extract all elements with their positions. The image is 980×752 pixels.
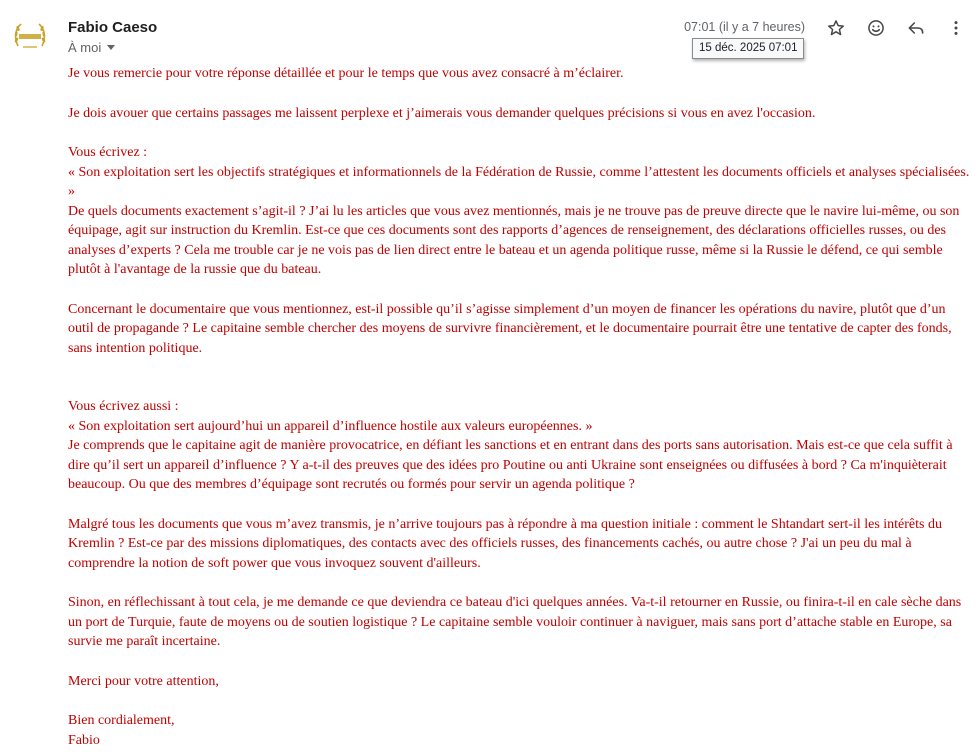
paragraph-influence-question: Je comprends que le capitaine agit de manière provocatrice, en défiant les sanctions et en entrant dans des ports sans autorisation. Mais est-ce que cela suffit à dire qu’il sert un appareil d’influence ? Y a-t-il des preuves que des idées pro Poutine ou anti Ukraine sont enseignées ou diffusées à bord ? Ca m'inquièterait beaucoup. Ou que des membres d’équipage sont recrutés ou formés pour servir un agenda politique ? [68,438,953,492]
signature: Fabio [68,732,100,748]
emoji-icon [866,18,886,38]
paragraph-initial-question: Malgré tous les documents que vous m’avez transmis, je n’arrive toujours pas à répondre à ma question initiale : comment le Shtandart sert-il les intérêts du Kremlin ? Est-ce par des missions diplomatiques, des contacts avec des officiels russes, des financements cachés, ou autre chose ? J'ai un peu du mal à comprendre la notion de soft power que vous invoquez souvent d'ailleurs. [68,516,942,571]
paragraph-future: Sinon, en réflechissant à tout cela, je me demande ce que deviendra ce bateau d'ici quelques années. Va-t-il retourner en Russie, ou finira-t-il en cale sèche dans un port de Turquie, faute de moyens ou de soutien logistique ? Le capitaine semble vouloir continuer à naviguer, mais sans port d’attache stable en Europe, sa survie me paraît incertaine. [68,595,962,649]
paragraph-thanks-closing: Merci pour votre attention, [68,673,219,689]
recipient-dropdown[interactable] [68,40,115,55]
quote-intro-2: Vous écrivez aussi : [68,399,179,414]
paragraph-thanks: Je vous remercie pour votre réponse détaillée et pour le temps que vous avez consacré à m’éclairer. [68,66,624,81]
recipient-label: À moi [68,40,102,55]
emoji-button[interactable] [862,14,890,42]
closing-line: Bien cordialement, [68,713,175,728]
more-options-button[interactable] [942,14,970,42]
star-icon [826,18,846,38]
message-time[interactable]: 07:01 (il y a 7 heures) [684,20,805,34]
paragraph-documentary: Concernant le documentaire que vous mentionnez, est-il possible qu’il s’agisse simplement d’un moyen de financer les opérations du navire, plutôt que d’un outil de propagande ? Le capitaine semble chercher des moyens de survivre financièrement, et le documentaire pourrait être une tentative de capter des fonds, sans intention politique. [68,301,952,356]
paragraph-perplexity: Je dois avouer que certains passages me laissent perplexe et j’aimerais vous demander quelques précisions si vous en avez l'occasion. [68,105,816,121]
message-header [0,0,980,62]
quote-text-2: « Son exploitation sert aujourd’hui un appareil d’influence hostile aux valeurs européennes. » [68,418,593,434]
reply-icon [906,18,926,38]
message-body [68,64,973,750]
paragraph-documents-question: De quels documents exactement s’agit-il ? J’ai lu les articles que vous avez mentionnés, mais je ne trouve pas de preuve directe que le navire lui-même, ou son équipage, agit sur instruction du Kremlin. Est-ce que ces documents sont des rapports d’agences de renseignement, des déclarations officielles russes, ou des analyses d’experts ? Cela me trouble car je ne vois pas de lien direct entre le bateau et un agenda politique russe, même si la Russie le défend, ce qui semble plutôt à l'avantage de la russie que du bateau. [68,203,960,277]
star-button[interactable] [822,14,850,42]
chevron-down-icon [107,45,115,50]
quote-text: « Son exploitation sert les objectifs stratégiques et informationnels de la Fédération de Russie, comme l’attestent les documents officiels et analyses spécialisées. » [68,164,970,199]
avatar[interactable] [10,16,50,56]
laurel-logo-icon [10,16,50,56]
sender-name: Fabio Caeso [68,19,158,36]
more-vertical-icon [946,18,966,38]
quote-intro: Vous écrivez : [68,145,148,160]
reply-button[interactable] [902,14,930,42]
date-tooltip: 15 déc. 2025 07:01 [692,38,804,59]
